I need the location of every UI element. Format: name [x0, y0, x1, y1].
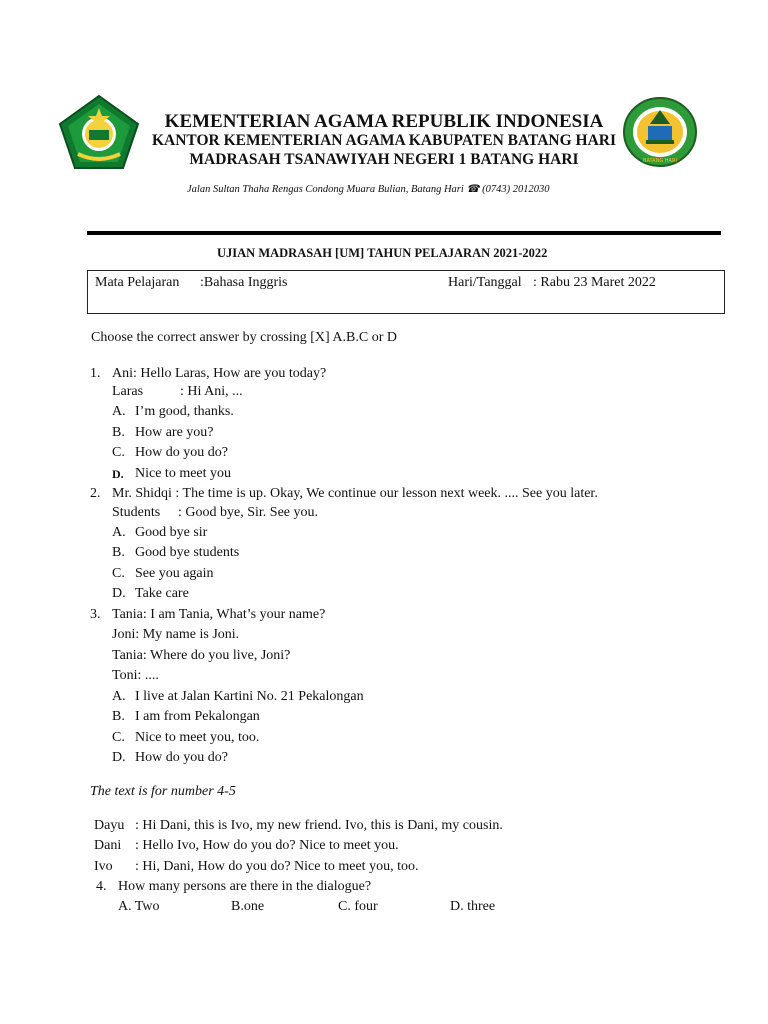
- q4-option-a: A. Two: [118, 899, 160, 914]
- q3-option-b: I am from Pekalongan: [135, 709, 260, 724]
- subject-value: :Bahasa Inggris: [200, 275, 288, 290]
- q1-option-d: Nice to meet you: [135, 466, 232, 481]
- q1-option-b: How are you?: [135, 425, 214, 440]
- q2-option-a: Good bye sir: [135, 525, 208, 540]
- q3-option-d: How do you do?: [135, 750, 228, 765]
- q2-option-c-letter: C.: [112, 566, 125, 581]
- q1-option-c: How do you do?: [135, 445, 228, 460]
- header-address: Jalan Sultan Thaha Rengas Condong Muara Bulian, Batang Hari: [187, 184, 464, 195]
- header-ministry: KEMENTERIAN AGAMA REPUBLIK INDONESIA: [164, 111, 604, 132]
- text-note: The text is for number 4-5: [90, 784, 236, 799]
- q2-option-b-letter: B.: [112, 545, 125, 560]
- q2-option-b: Good bye students: [135, 545, 240, 560]
- q3-option-a-letter: A.: [112, 689, 126, 704]
- q3-option-c-letter: C.: [112, 730, 125, 745]
- q2-option-d-letter: D.: [112, 586, 126, 601]
- q1-option-d-letter: D.: [112, 467, 124, 481]
- header-address-line: [187, 183, 550, 195]
- header-office: KANTOR KEMENTERIAN AGAMA KABUPATEN BATANG HARI: [151, 132, 617, 149]
- q3-option-a: I live at Jalan Kartini No. 21 Pekalongan: [135, 689, 364, 704]
- q3-line1: Tania: I am Tania, What’s your name?: [112, 607, 326, 622]
- q1-line1: Ani: Hello Laras, How are you today?: [112, 366, 327, 381]
- header-phone: (0743) 2012030: [482, 184, 550, 195]
- q2-speaker2: Students: [112, 505, 161, 520]
- exam-title: UJIAN MADRASAH [UM] TAHUN PELAJARAN 2021-2022: [217, 246, 548, 260]
- q1-line2: : Hi Ani, ...: [180, 384, 243, 399]
- q4-option-c: C. four: [338, 899, 378, 914]
- q1-option-a: I’m good, thanks.: [135, 404, 234, 419]
- q2-option-a-letter: A.: [112, 525, 126, 540]
- subject-label: Mata Pelajaran: [95, 275, 180, 290]
- q3-line4: Toni: ....: [112, 668, 159, 683]
- q4-option-b: B.one: [231, 899, 265, 914]
- q1-option-c-letter: C.: [112, 445, 125, 460]
- dialogue-speaker-3: Ivo: [94, 859, 113, 874]
- dialogue-speaker-2: Dani: [94, 838, 122, 853]
- dialogue-speaker-1: Dayu: [94, 818, 125, 833]
- q3-line3: Tania: Where do you live, Joni?: [112, 648, 291, 663]
- q2-option-c: See you again: [135, 566, 214, 581]
- q4-option-d: D. three: [450, 899, 496, 914]
- dialogue-line-2: : Hello Ivo, How do you do? Nice to meet you.: [135, 838, 399, 853]
- q4-number: 4.: [96, 879, 107, 894]
- q4-line1: How many persons are there in the dialogue?: [118, 879, 372, 894]
- q1-speaker2: Laras: [112, 384, 144, 399]
- header-rule-thick: [87, 231, 721, 235]
- q3-line2: Joni: My name is Joni.: [112, 627, 240, 642]
- q3-option-d-letter: D.: [112, 750, 126, 765]
- q2-number: 2.: [90, 486, 101, 501]
- logo-caption: BATANG HARI: [643, 158, 677, 164]
- q2-line1: Mr. Shidqi : The time is up. Okay, We continue our lesson next week. .... See you later.: [112, 486, 598, 501]
- q2-line2: : Good bye, Sir. See you.: [178, 505, 318, 520]
- q3-number: 3.: [90, 607, 101, 622]
- dialogue-line-3: : Hi, Dani, How do you do? Nice to meet you, too.: [135, 859, 419, 874]
- date-label: Hari/Tanggal: [448, 275, 522, 290]
- date-value: : Rabu 23 Maret 2022: [533, 275, 656, 290]
- dialogue-line-1: : Hi Dani, this is Ivo, my new friend. Ivo, this is Dani, my cousin.: [135, 818, 503, 833]
- q3-option-b-letter: B.: [112, 709, 125, 724]
- q1-option-b-letter: B.: [112, 425, 125, 440]
- q1-option-a-letter: A.: [112, 404, 126, 419]
- q3-option-c: Nice to meet you, too.: [135, 730, 260, 745]
- header-school: MADRASAH TSANAWIYAH NEGERI 1 BATANG HARI: [189, 151, 579, 168]
- q1-number: 1.: [90, 366, 101, 381]
- q2-option-d: Take care: [135, 586, 189, 601]
- instruction: Choose the correct answer by crossing [X] A.B.C or D: [91, 330, 397, 345]
- phone-icon: ☎: [466, 184, 480, 195]
